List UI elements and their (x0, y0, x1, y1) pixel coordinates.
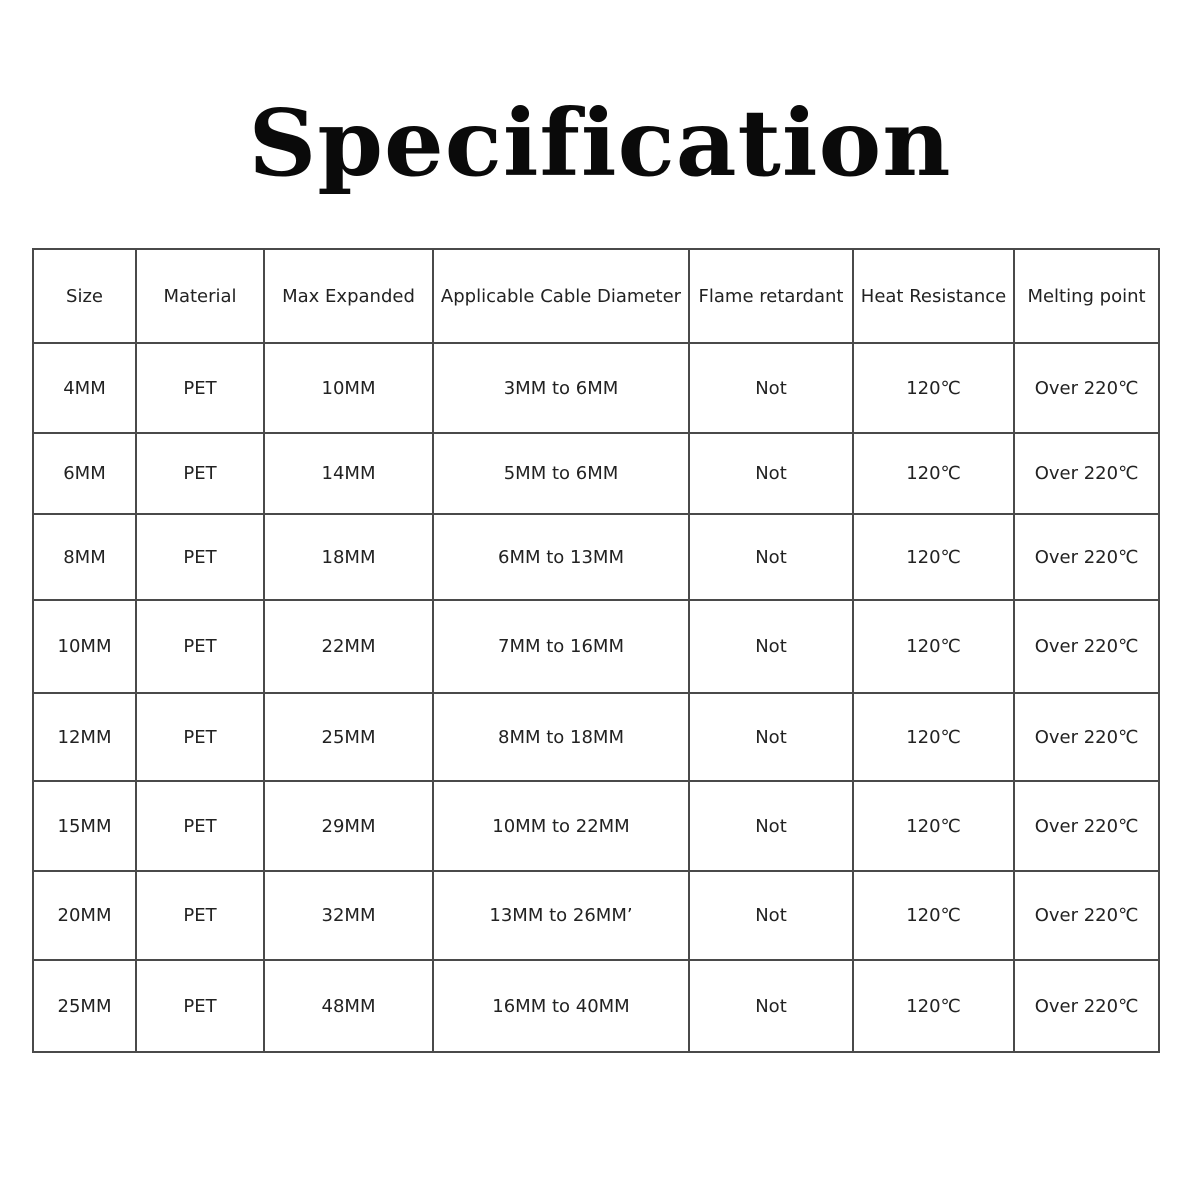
cell-heat-resistance: 120℃ (853, 433, 1014, 514)
cell-cable-diameter: 16MM to 40MM (433, 960, 689, 1052)
cell-melting-point: Over 220℃ (1014, 781, 1159, 871)
cell-max-expanded: 22MM (264, 600, 433, 693)
cell-max-expanded: 32MM (264, 871, 433, 960)
page-title: Specification (248, 89, 952, 197)
cell-flame-retardant: Not (689, 514, 853, 600)
table-row (33, 343, 1159, 433)
cell-size: 25MM (33, 960, 136, 1052)
table-row (33, 693, 1159, 781)
cell-max-expanded: 29MM (264, 781, 433, 871)
header-applicable-cable-diameter: Applicable Cable Diameter (433, 249, 689, 343)
cell-melting-point: Over 220℃ (1014, 871, 1159, 960)
cell-cable-diameter: 7MM to 16MM (433, 600, 689, 693)
cell-material: PET (136, 781, 264, 871)
table-header-row (33, 249, 1159, 343)
cell-cable-diameter: 10MM to 22MM (433, 781, 689, 871)
cell-melting-point: Over 220℃ (1014, 514, 1159, 600)
cell-flame-retardant: Not (689, 433, 853, 514)
header-material: Material (136, 249, 264, 343)
cell-melting-point: Over 220℃ (1014, 600, 1159, 693)
cell-size: 10MM (33, 600, 136, 693)
cell-melting-point: Over 220℃ (1014, 693, 1159, 781)
cell-material: PET (136, 960, 264, 1052)
cell-heat-resistance: 120℃ (853, 600, 1014, 693)
table-row (33, 433, 1159, 514)
cell-cable-diameter: 8MM to 18MM (433, 693, 689, 781)
header-flame-retardant: Flame retardant (689, 249, 853, 343)
cell-flame-retardant: Not (689, 960, 853, 1052)
cell-max-expanded: 14MM (264, 433, 433, 514)
cell-melting-point: Over 220℃ (1014, 343, 1159, 433)
cell-material: PET (136, 600, 264, 693)
cell-melting-point: Over 220℃ (1014, 960, 1159, 1052)
cell-material: PET (136, 343, 264, 433)
cell-max-expanded: 25MM (264, 693, 433, 781)
cell-flame-retardant: Not (689, 693, 853, 781)
cell-material: PET (136, 514, 264, 600)
cell-cable-diameter: 3MM to 6MM (433, 343, 689, 433)
cell-size: 6MM (33, 433, 136, 514)
cell-heat-resistance: 120℃ (853, 514, 1014, 600)
cell-heat-resistance: 120℃ (853, 693, 1014, 781)
cell-material: PET (136, 433, 264, 514)
cell-heat-resistance: 120℃ (853, 781, 1014, 871)
table-row (33, 960, 1159, 1052)
cell-max-expanded: 48MM (264, 960, 433, 1052)
table-row (33, 600, 1159, 693)
cell-heat-resistance: 120℃ (853, 343, 1014, 433)
specification-table (32, 248, 1160, 1053)
table-row (33, 781, 1159, 871)
cell-max-expanded: 10MM (264, 343, 433, 433)
cell-material: PET (136, 693, 264, 781)
header-size: Size (33, 249, 136, 343)
cell-flame-retardant: Not (689, 600, 853, 693)
cell-size: 15MM (33, 781, 136, 871)
cell-cable-diameter: 5MM to 6MM (433, 433, 689, 514)
cell-size: 8MM (33, 514, 136, 600)
cell-size: 20MM (33, 871, 136, 960)
cell-heat-resistance: 120℃ (853, 960, 1014, 1052)
cell-size: 4MM (33, 343, 136, 433)
cell-melting-point: Over 220℃ (1014, 433, 1159, 514)
cell-cable-diameter: 13MM to 26MM’ (433, 871, 689, 960)
cell-max-expanded: 18MM (264, 514, 433, 600)
cell-cable-diameter: 6MM to 13MM (433, 514, 689, 600)
cell-flame-retardant: Not (689, 871, 853, 960)
cell-material: PET (136, 871, 264, 960)
table-row (33, 514, 1159, 600)
header-max-expanded: Max Expanded (264, 249, 433, 343)
header-melting-point: Melting point (1014, 249, 1159, 343)
cell-flame-retardant: Not (689, 781, 853, 871)
cell-flame-retardant: Not (689, 343, 853, 433)
table-row (33, 871, 1159, 960)
cell-heat-resistance: 120℃ (853, 871, 1014, 960)
cell-size: 12MM (33, 693, 136, 781)
header-heat-resistance: Heat Resistance (853, 249, 1014, 343)
